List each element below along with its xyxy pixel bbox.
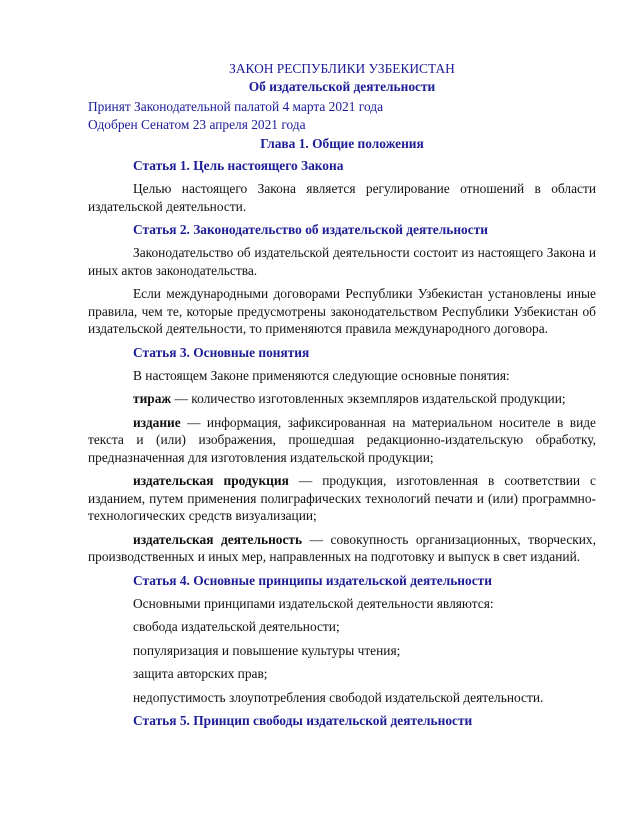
definition [88, 414, 596, 467]
paragraph: Целью настоящего Закона является регулирование отношений в области издательской деятельности. [88, 181, 596, 214]
term: издательская деятельность [133, 531, 303, 547]
list-item: популяризация и повышение культуры чтения; [133, 642, 401, 658]
article-4-heading: Статья 4. Основные принципы издательской деятельности [133, 572, 492, 588]
approved-date: Одобрен Сенатом 23 апреля 2021 года [88, 117, 306, 132]
term-definition: — количество изготовленных экземпляров издательской продукции; [171, 391, 566, 406]
document-page [88, 60, 596, 735]
term-definition: — информация, зафиксированная на материальном носителе в виде текста и (или) изображения, прошедшая редакционно-издательскую обработку, предназначенная для изготовления издательской продукции; [88, 414, 596, 465]
chapter-heading: Глава 1. Общие положения [260, 136, 424, 151]
list-item: свобода издательской деятельности; [133, 619, 340, 634]
list-item: недопустимость злоупотребления свободой издательской деятельности. [133, 689, 544, 705]
definition [88, 390, 596, 408]
paragraph: В настоящем Законе применяются следующие основные понятия: [133, 367, 510, 383]
paragraph: Если международными договорами Республики Узбекистан установлены иные правила, чем те, которые предусмотрены законодательством Республики Узбекистан об издательской деятельности, то применяются правила международного договора. [88, 286, 596, 336]
accepted-date: Принят Законодательной палатой 4 марта 2021 года [88, 99, 384, 114]
term-definition: — совокупность организационных, творческих, производственных и иных мер, направленных на подготовку и выпуск в свет изданий. [88, 531, 596, 564]
term-definition: — продукция, изготовленная в соответствии с изданием, путем применения полиграфических технологий печати и (или) программно-технологических средств визуализации; [88, 473, 596, 523]
term: издательская продукция [133, 473, 289, 488]
article-2-heading: Статья 2. Законодательство об издательской деятельности [133, 222, 488, 237]
definition [88, 531, 596, 566]
term: издание [133, 414, 181, 430]
article-5-heading: Статья 5. Принцип свободы издательской деятельности [133, 713, 473, 728]
law-subject: Об издательской деятельности [248, 79, 436, 94]
article-3-heading: Статья 3. Основные понятия [133, 344, 310, 360]
definition [88, 472, 596, 525]
list-item: защита авторских прав; [133, 666, 268, 681]
article-1-heading: Статья 1. Цель настоящего Закона [133, 158, 344, 173]
law-title: ЗАКОН РЕСПУБЛИКИ УЗБЕКИСТАН [229, 61, 455, 76]
paragraph: Законодательство об издательской деятельности состоит из настоящего Закона и иных актов законодательства. [88, 245, 596, 278]
term: тираж [133, 391, 172, 406]
paragraph: Основными принципами издательской деятельности являются: [133, 595, 494, 611]
